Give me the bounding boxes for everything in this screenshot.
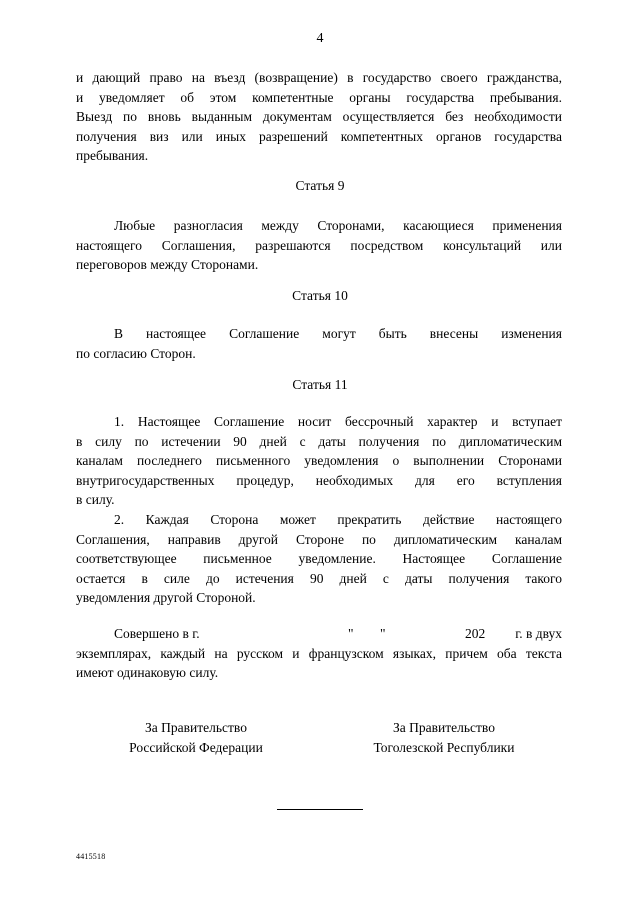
text-line: Выезд по вновь выданным документам осуществляется без необходимости xyxy=(76,109,562,124)
done-clause xyxy=(76,624,562,683)
signature-line: За Правительство xyxy=(145,720,247,735)
text-line: настоящего Соглашения, разрешаются посредством консультаций или xyxy=(76,237,562,253)
text-line: соответствующее письменное уведомление. Настоящее Соглашение xyxy=(76,551,562,566)
signature-block-togo xyxy=(324,718,564,757)
top-paragraph xyxy=(76,68,562,166)
signature-line: Российской Федерации xyxy=(129,739,263,755)
text-line: каналам последнего письменного уведомления о выполнении Сторонами xyxy=(76,453,562,468)
text-line: экземплярах, каждый на русском и французском языках, причем оба текста xyxy=(76,645,562,661)
text-line: имеют одинаковую силу. xyxy=(76,665,219,680)
text-line: 2. Каждая Сторона может прекратить действие настоящего xyxy=(114,512,562,527)
text-line: Любые разногласия между Сторонами, касающиеся применения xyxy=(114,218,562,233)
text-line: и уведомляет об этом компетентные органы государства пребывания. xyxy=(76,89,562,105)
article-10-body xyxy=(76,324,562,363)
page-number: 4 xyxy=(316,31,324,46)
text-line: получения виз или иных разрешений компетентных органов государства xyxy=(76,128,562,144)
divider-line xyxy=(277,809,363,810)
text-line: пребывания. xyxy=(76,148,149,163)
text-line: внутригосударственных процедур, необходимых для его вступления xyxy=(76,472,562,488)
signature-line: За Правительство xyxy=(393,720,495,735)
done-copies-label: г. в двух xyxy=(515,626,562,641)
text-line: переговоров между Сторонами. xyxy=(76,257,259,272)
text-line: 1. Настоящее Соглашение носит бессрочный характер и вступает xyxy=(114,414,562,429)
article-11-clause-1 xyxy=(76,412,562,510)
text-line: и дающий право на въезд (возвращение) в государство своего гражданства, xyxy=(76,70,562,85)
document-number: 4415518 xyxy=(76,852,106,861)
article-11-heading: Статья 11 xyxy=(292,377,348,392)
signature-line: Тоголезской Республики xyxy=(373,739,515,755)
done-place-label: Совершено в г. xyxy=(114,626,200,641)
text-line: В настоящее Соглашение могут быть внесены изменения xyxy=(114,326,562,341)
quote-close: " xyxy=(380,626,386,641)
article-11-clause-2 xyxy=(76,510,562,608)
year-text: 202 xyxy=(465,626,486,641)
quote-open: " xyxy=(348,626,354,641)
text-line: остается в силе до истечения 90 дней с даты получения такого xyxy=(76,570,562,586)
text-line: уведомления другой Стороной. xyxy=(76,590,256,605)
text-line: по согласию Сторон. xyxy=(76,345,196,361)
text-line: в силу. xyxy=(76,492,115,507)
text-line: в силу по истечении 90 дней с даты получения по дипломатическим xyxy=(76,433,562,449)
article-9-heading: Статья 9 xyxy=(295,178,345,193)
signature-block-russia xyxy=(76,718,316,757)
article-9-body xyxy=(76,216,562,275)
done-clause-line-1 xyxy=(76,624,562,644)
article-10-heading: Статья 10 xyxy=(292,288,348,303)
text-line: Соглашения, направив другой Стороне по дипломатическим каналам xyxy=(76,531,562,547)
